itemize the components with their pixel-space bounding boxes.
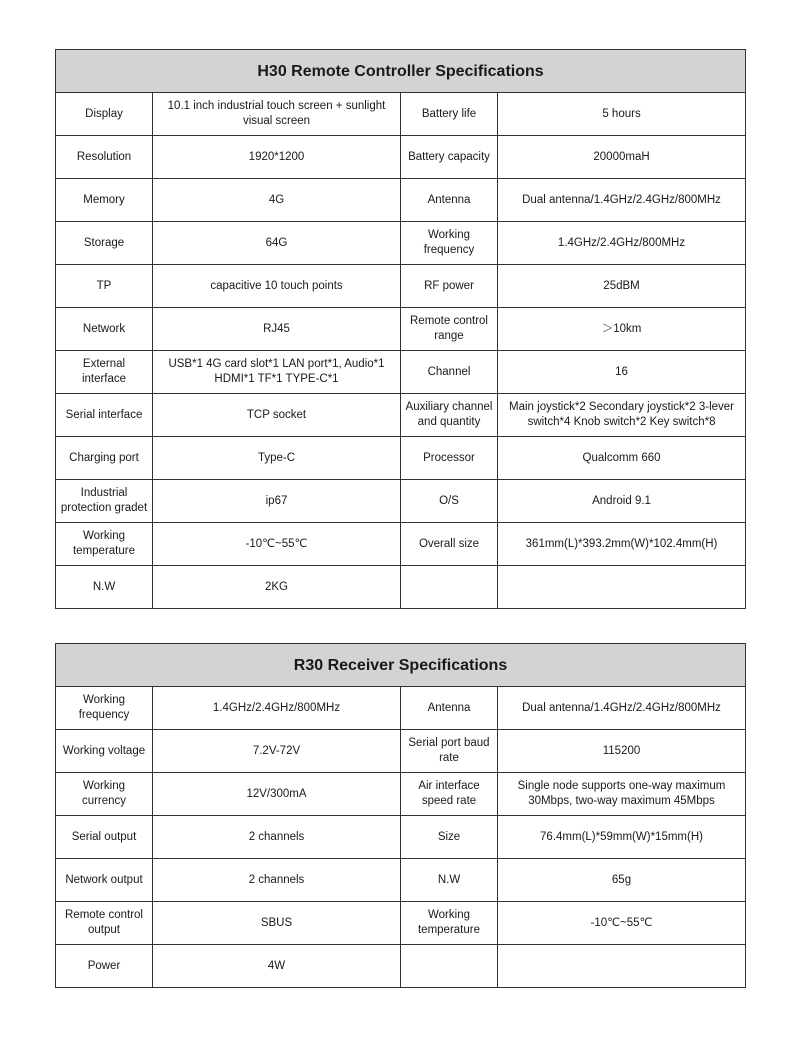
spec-value: 25dBM <box>498 265 746 308</box>
spec-label: Working frequency <box>56 687 153 730</box>
table-row <box>56 222 746 265</box>
spec-value: 2KG <box>153 566 401 609</box>
spec-value: ＞10km <box>498 308 746 351</box>
spec-label: Memory <box>56 179 153 222</box>
spec-label: Charging port <box>56 437 153 480</box>
spec-value: RJ45 <box>153 308 401 351</box>
spec-value: 1.4GHz/2.4GHz/800MHz <box>153 687 401 730</box>
spec-value: 2 channels <box>153 859 401 902</box>
spec-value: 115200 <box>498 730 746 773</box>
spec-value: 76.4mm(L)*59mm(W)*15mm(H) <box>498 816 746 859</box>
spec-label: Remote control output <box>56 902 153 945</box>
spec-label: Antenna <box>401 687 498 730</box>
spec-label: Power <box>56 945 153 988</box>
spec-label: Air interface speed rate <box>401 773 498 816</box>
spec-value: 12V/300mA <box>153 773 401 816</box>
spec-value: 10.1 inch industrial touch screen + sunlight visual screen <box>153 93 401 136</box>
table-row <box>56 437 746 480</box>
table-row <box>56 566 746 609</box>
spec-label: Industrial protection gradet <box>56 480 153 523</box>
controller-spec-table <box>55 49 746 609</box>
spec-value: USB*1 4G card slot*1 LAN port*1, Audio*1 HDMI*1 TF*1 TYPE-C*1 <box>153 351 401 394</box>
table-row <box>56 308 746 351</box>
table-row <box>56 859 746 902</box>
spec-label: Display <box>56 93 153 136</box>
spec-label: Serial output <box>56 816 153 859</box>
spec-label: Processor <box>401 437 498 480</box>
spec-label: Size <box>401 816 498 859</box>
spec-value: SBUS <box>153 902 401 945</box>
table-row <box>56 523 746 566</box>
spec-label: Remote control range <box>401 308 498 351</box>
table-row <box>56 93 746 136</box>
table-row <box>56 773 746 816</box>
table-row <box>56 480 746 523</box>
spec-value: capacitive 10 touch points <box>153 265 401 308</box>
spec-value <box>498 566 746 609</box>
spec-value: 1920*1200 <box>153 136 401 179</box>
table-row <box>56 136 746 179</box>
spec-label <box>401 945 498 988</box>
table-row <box>56 394 746 437</box>
spec-label: Working currency <box>56 773 153 816</box>
spec-value: Main joystick*2 Secondary joystick*2 3-lever switch*4 Knob switch*2 Key switch*8 <box>498 394 746 437</box>
spec-value: 4G <box>153 179 401 222</box>
spec-value <box>498 945 746 988</box>
spec-label: Working frequency <box>401 222 498 265</box>
table-row <box>56 816 746 859</box>
spec-value: 5 hours <box>498 93 746 136</box>
spec-label: Antenna <box>401 179 498 222</box>
spec-value: 2 channels <box>153 816 401 859</box>
spec-label: Serial port baud rate <box>401 730 498 773</box>
spec-label: N.W <box>56 566 153 609</box>
spec-value: -10℃~55℃ <box>498 902 746 945</box>
spec-value: Single node supports one-way maximum 30Mbps, two-way maximum 45Mbps <box>498 773 746 816</box>
controller-table-title: H30 Remote Controller Specifications <box>56 50 746 93</box>
spec-value: Qualcomm 660 <box>498 437 746 480</box>
spec-label: RF power <box>401 265 498 308</box>
spec-label: Battery life <box>401 93 498 136</box>
spec-label: Working temperature <box>401 902 498 945</box>
table-row <box>56 687 746 730</box>
spec-value: Dual antenna/1.4GHz/2.4GHz/800MHz <box>498 179 746 222</box>
table-row <box>56 730 746 773</box>
spec-label: Battery capacity <box>401 136 498 179</box>
spec-value: 1.4GHz/2.4GHz/800MHz <box>498 222 746 265</box>
spec-value: Dual antenna/1.4GHz/2.4GHz/800MHz <box>498 687 746 730</box>
spec-value: -10℃~55℃ <box>153 523 401 566</box>
receiver-table-title: R30 Receiver Specifications <box>56 644 746 687</box>
spec-value: TCP socket <box>153 394 401 437</box>
spec-label <box>401 566 498 609</box>
spec-label: Overall size <box>401 523 498 566</box>
spec-label: Serial interface <box>56 394 153 437</box>
table-row <box>56 179 746 222</box>
spec-label: Auxiliary channel and quantity <box>401 394 498 437</box>
spec-value: ip67 <box>153 480 401 523</box>
spec-value: 65g <box>498 859 746 902</box>
spec-label: Network <box>56 308 153 351</box>
spec-value: 7.2V-72V <box>153 730 401 773</box>
spec-label: Working temperature <box>56 523 153 566</box>
spec-value: 20000maH <box>498 136 746 179</box>
table-row <box>56 902 746 945</box>
spec-label: External interface <box>56 351 153 394</box>
table-row <box>56 945 746 988</box>
spec-label: Network output <box>56 859 153 902</box>
spec-value: Android 9.1 <box>498 480 746 523</box>
spec-value: 64G <box>153 222 401 265</box>
spec-value: 16 <box>498 351 746 394</box>
spec-value: 361mm(L)*393.2mm(W)*102.4mm(H) <box>498 523 746 566</box>
spec-value: Type-C <box>153 437 401 480</box>
spec-label: TP <box>56 265 153 308</box>
spec-label: N.W <box>401 859 498 902</box>
spec-label: O/S <box>401 480 498 523</box>
spec-label: Storage <box>56 222 153 265</box>
spec-label: Channel <box>401 351 498 394</box>
table-row <box>56 265 746 308</box>
spec-value: 4W <box>153 945 401 988</box>
table-row <box>56 351 746 394</box>
spec-label: Working voltage <box>56 730 153 773</box>
receiver-spec-table <box>55 643 746 988</box>
spec-label: Resolution <box>56 136 153 179</box>
